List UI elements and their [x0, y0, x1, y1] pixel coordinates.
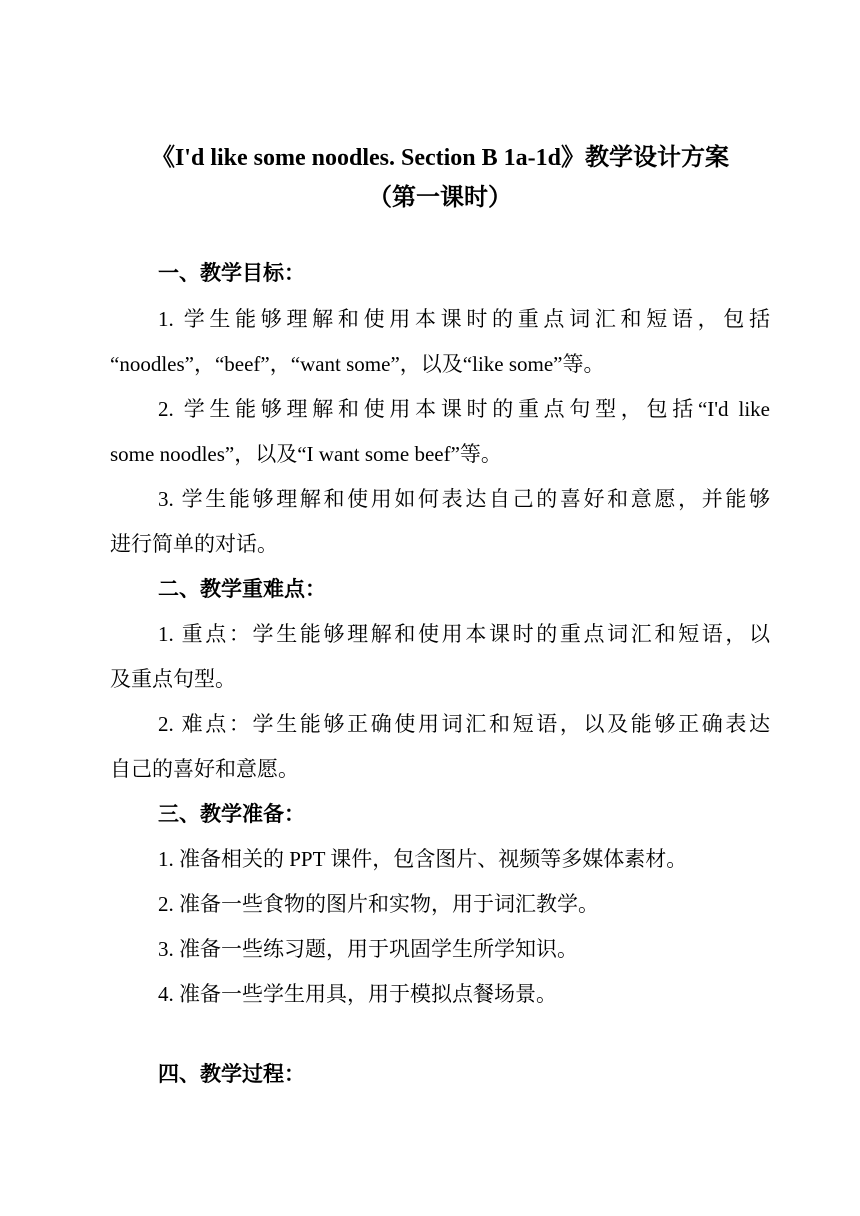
objective-3-line-2: 进行简单的对话。 [110, 532, 278, 556]
section-heading-key-points: 二、教学重难点： [158, 577, 326, 601]
objective-3-line-1: 3. 学生能够理解和使用如何表达自己的喜好和意愿，并能够 [158, 487, 770, 511]
key-point-1-line-1: 1. 重点：学生能够理解和使用本课时的重点词汇和短语，以 [158, 622, 770, 646]
preparation-item-2: 2. 准备一些食物的图片和实物，用于词汇教学。 [158, 892, 599, 916]
objective-2-line-1: 2. 学生能够理解和使用本课时的重点句型，包括“I'd like [158, 397, 770, 421]
preparation-item-3: 3. 准备一些练习题，用于巩固学生所学知识。 [158, 937, 578, 961]
objective-1-line-1: 1. 学生能够理解和使用本课时的重点词汇和短语，包括 [158, 307, 770, 331]
preparation-item-4: 4. 准备一些学生用具，用于模拟点餐场景。 [158, 982, 557, 1006]
section-heading-process: 四、教学过程： [158, 1062, 305, 1086]
section-heading-objectives: 一、教学目标： [158, 261, 305, 285]
preparation-item-1: 1. 准备相关的 PPT 课件，包含图片、视频等多媒体素材。 [158, 847, 688, 871]
key-point-2-line-1: 2. 难点：学生能够正确使用词汇和短语，以及能够正确表达 [158, 712, 770, 736]
document-title: 《I'd like some noodles. Section B 1a-1d》教学设计方案 [150, 145, 730, 171]
objective-1-line-2: “noodles”，“beef”，“want some”，以及“like some”等。 [110, 352, 605, 376]
objective-2-line-2: some noodles”，以及“I want some beef”等。 [110, 442, 502, 466]
key-point-2-line-2: 自己的喜好和意愿。 [110, 757, 299, 781]
document-subtitle: （第一课时） [368, 185, 512, 211]
key-point-1-line-2: 及重点句型。 [110, 667, 236, 691]
section-heading-preparation: 三、教学准备： [158, 802, 305, 826]
